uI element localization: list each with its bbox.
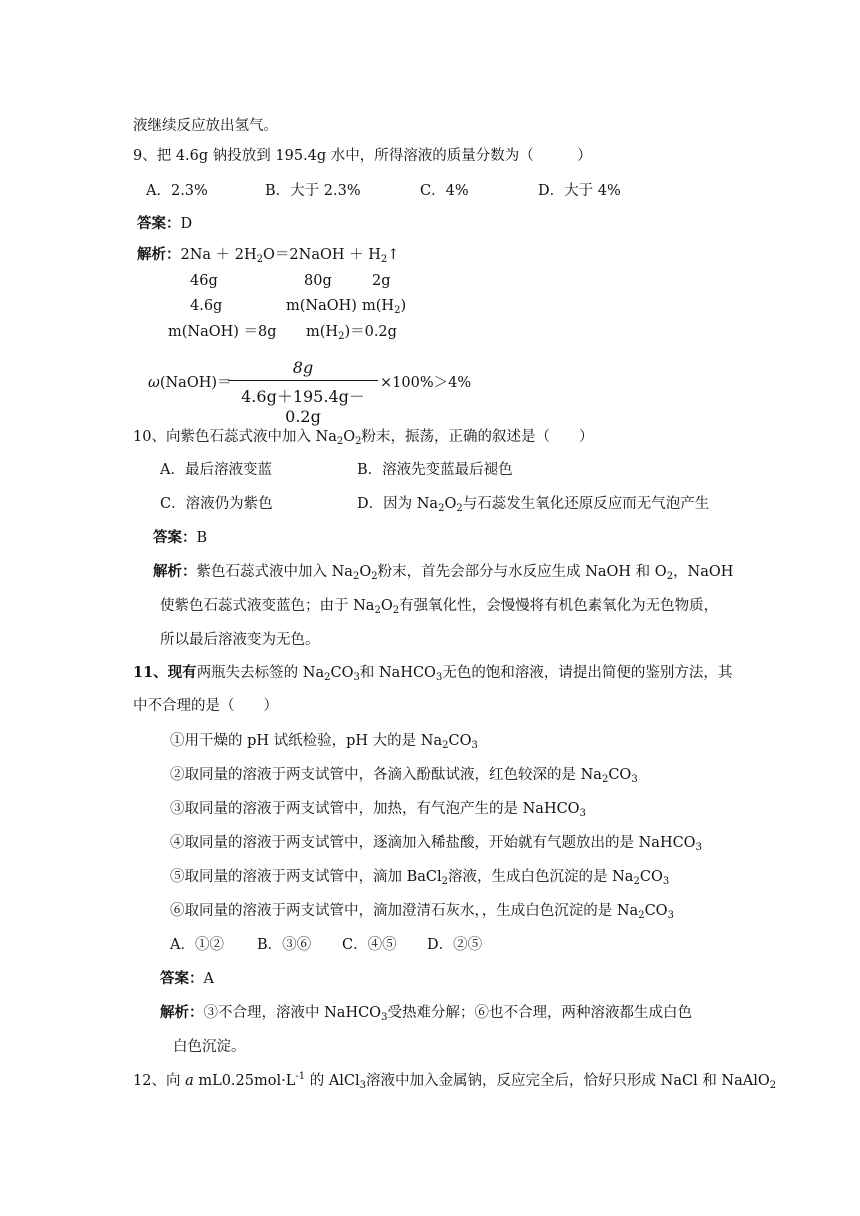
q11-item-2: ②取同量的溶液于两支试管中，各滴入酚酞试液，红色较深的是 $Na_2CO_3$ bbox=[170, 767, 638, 785]
q11-option-a: A．①② bbox=[170, 937, 224, 953]
q11-item-3: ③取同量的溶液于两支试管中，加热，有气泡产生的是 NaHCO$_3$ bbox=[170, 801, 586, 819]
q11-answer: 答案：A bbox=[160, 970, 214, 987]
q11-item-6: ⑥取同量的溶液于两支试管中，滴加澄清石灰水，，生成白色沉淀的是 $Na_2CO_3$ bbox=[170, 903, 674, 921]
mass-row-3b: $m(H_2)=0.2g$ bbox=[306, 324, 397, 342]
q11-item-1: ①用干燥的 pH 试纸检验，pH 大的是 $Na_2CO_3$ bbox=[170, 733, 478, 751]
q9-option-c: C．4% bbox=[420, 183, 469, 199]
q10-option-c: C．溶液仍为紫色 bbox=[160, 496, 273, 512]
mass-row-2b: m(NaOH) bbox=[286, 298, 357, 314]
mass-fraction bbox=[228, 358, 378, 426]
q11-explanation-1: 解析：③不合理，溶液中 NaHCO$_3$受热难分解；⑥也不合理，两种溶液都生成白色 bbox=[160, 1004, 692, 1023]
q10-explanation-1: 解析：紫色石蕊式液中加入 $Na_2O_2$粉末，首先会部分与水反应生成 NaOH 和 $O_2$，NaOH bbox=[153, 563, 734, 582]
mass-fraction-lhs: ω(NaOH)＝ bbox=[148, 375, 232, 391]
q10-option-a: A．最后溶液变蓝 bbox=[160, 462, 272, 478]
q10-option-d: D．因为 $Na_2O_2$与石蕊发生氧化还原反应而无气泡产生 bbox=[357, 496, 710, 514]
fraction-numerator: 8g bbox=[292, 358, 314, 377]
q10-answer: 答案：B bbox=[153, 529, 208, 546]
question-11: 11、现有两瓶失去标签的 $Na_2CO_3$和 NaHCO$_3$无色的饱和溶液，请提出简便的鉴别方法，其 bbox=[133, 664, 733, 683]
text-line: 液继续反应放出氢气。 bbox=[133, 118, 278, 134]
question-12: 12、向 a $mL0.25mol\cdot L^{-1}$ 的 AlCl$_3$溶液中加入金属钠，反应完全后，恰好只形成 NaCl 和 NaAlO$_2$ bbox=[133, 1071, 777, 1091]
q11-item-4: ④取同量的溶液于两支试管中，逐滴加入稀盐酸，开始就有气题放出的是 NaHCO$_3$ bbox=[170, 835, 702, 853]
q9-explanation-equation: 解析：$2Na + 2H_2O=2NaOH$ ＋ $H_2↑$ bbox=[137, 246, 400, 265]
mass-row-1a: 46g bbox=[190, 273, 218, 289]
question-10: 10、向紫色石蕊式液中加入 $Na_2O_2$粉末，振荡，正确的叙述是（ ） bbox=[133, 429, 594, 447]
q10-explanation-2: 使紫色石蕊式液变蓝色；由于 $Na_2O_2$有强氧化性，会慢慢将有机色素氧化为无色物质， bbox=[160, 598, 719, 616]
q11-item-5: ⑤取同量的溶液于两支试管中，滴加 BaCl$_2$溶液，生成白色沉淀的是 $Na_2CO_3$ bbox=[170, 869, 670, 887]
q9-option-a: A．2.3% bbox=[146, 183, 208, 199]
q11-option-d: D．②⑤ bbox=[427, 937, 483, 953]
q10-explanation-3: 所以最后溶液变为无色。 bbox=[160, 632, 320, 648]
q10-option-b: B．溶液先变蓝最后褪色 bbox=[357, 462, 513, 478]
q9-option-b: B．大于 2.3% bbox=[265, 183, 361, 199]
question-9: 9、把 4.6g 钠投放到 195.4g 水中，所得溶液的质量分数为（ ） bbox=[133, 148, 592, 164]
mass-row-1c: 2g bbox=[372, 273, 391, 289]
q9-answer: 答案：D bbox=[137, 215, 193, 232]
q11-option-b: B．③⑥ bbox=[257, 937, 312, 953]
mass-fraction-rhs: ×100%＞4% bbox=[380, 375, 472, 391]
mass-row-1b: 80g bbox=[304, 273, 332, 289]
q11-explanation-2: 白色沉淀。 bbox=[173, 1039, 246, 1055]
fraction-denominator: 4.6g＋195.4g－0.2g bbox=[241, 387, 365, 426]
mass-row-3a: m(NaOH) ＝8g bbox=[168, 324, 277, 340]
mass-row-2c: $m(H_2)$ bbox=[362, 298, 407, 316]
mass-row-2a: 4.6g bbox=[190, 298, 223, 314]
q9-option-d: D．大于 4% bbox=[538, 183, 621, 199]
question-11-line-2: 中不合理的是（ ） bbox=[133, 698, 278, 714]
q11-option-c: C．④⑤ bbox=[342, 937, 397, 953]
